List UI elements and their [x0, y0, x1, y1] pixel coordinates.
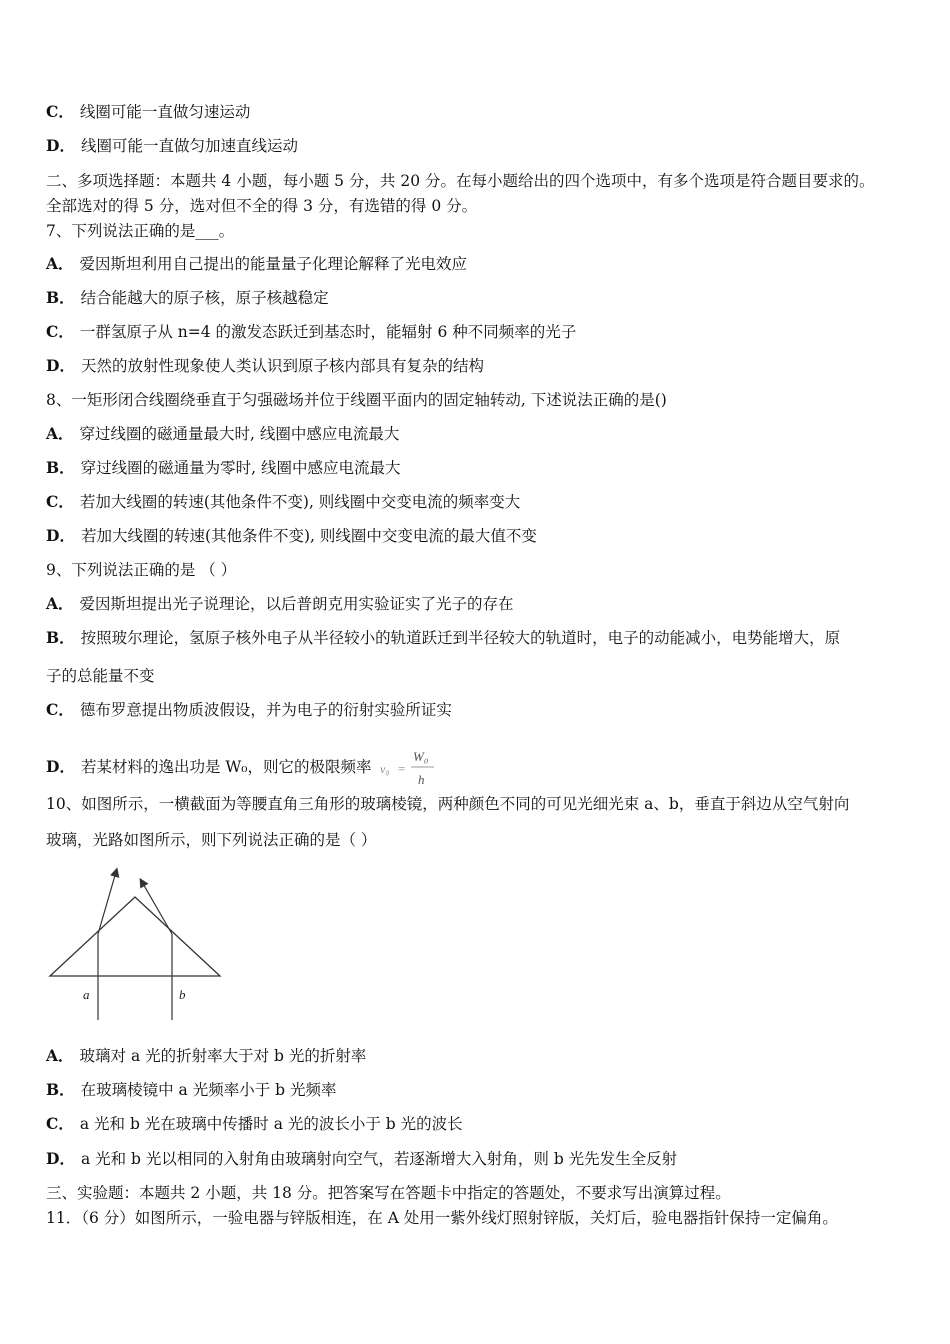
q7-stem: 7、下列说法正确的是___。 [46, 222, 235, 240]
option-text: 结合能越大的原子核，原子核越稳定 [80, 289, 329, 307]
option-text: a 光和 b 光以相同的入射角由玻璃射向空气，若逐渐增大入射角，则 b 光先发生全反射 [80, 1150, 678, 1168]
option-text: 爱因斯坦提出光子说理论，以后普朗克用实验证实了光子的存在 [79, 595, 514, 613]
formula-numerator: W₀ [413, 749, 429, 764]
q8-option-b [46, 458, 400, 478]
option-letter: A． [46, 254, 74, 273]
option-text: 若加大线圈的转速(其他条件不变), 则线圈中交变电流的最大值不变 [80, 527, 537, 545]
option-text: 在玻璃棱镜中 a 光频率小于 b 光频率 [80, 1081, 337, 1099]
q9-option-a [46, 594, 514, 614]
option-letter: A． [46, 594, 74, 613]
option-letter: A． [46, 1046, 74, 1065]
option-letter: D． [46, 1149, 75, 1168]
option-text: 若某材料的逸出功是 W₀，则它的极限频率 [80, 758, 372, 776]
option-letter: D． [46, 526, 75, 545]
option-text: 线圈可能一直做匀速运动 [79, 103, 251, 121]
q11-stem: 11．（6 分）如图所示，一验电器与锌版相连，在 A 处用一紫外线灯照射锌版，关灯后，验电器指针保持一定偏角。 [46, 1209, 838, 1227]
q6-option-d [46, 136, 298, 156]
option-letter: B． [46, 458, 75, 477]
q10-option-a [46, 1046, 366, 1066]
section-2-heading-cont: 全部选对的得 5 分，选对但不全的得 3 分，有选错的得 0 分。 [46, 197, 478, 215]
option-text: 天然的放射性现象使人类认识到原子核内部具有复杂的结构 [80, 357, 484, 375]
option-text: 按照玻尔理论，氢原子核外电子从半径较小的轨道跃迁到半径较大的轨道时，电子的动能减小，电势能增大，原 [80, 629, 841, 647]
option-letter: C． [46, 700, 74, 719]
q9-option-d [46, 746, 440, 790]
option-text: 德布罗意提出物质波假设，并为电子的衍射实验所证实 [79, 701, 452, 719]
option-letter: C． [46, 1114, 74, 1133]
section-3-heading: 三、实验题：本题共 2 小题，共 18 分。把答案写在答题卡中指定的答题处，不要求写出演算过程。 [46, 1184, 731, 1202]
q10-option-b [46, 1080, 336, 1100]
prism-diagram [46, 864, 226, 1024]
option-text: 爱因斯坦利用自己提出的能量量子化理论解释了光电效应 [79, 255, 468, 273]
threshold-frequency-formula [378, 746, 440, 790]
q7-option-a [46, 254, 467, 274]
option-letter: A． [46, 424, 74, 443]
q8-option-d [46, 526, 537, 546]
option-text: 穿过线圈的磁通量最大时, 线圈中感应电流最大 [79, 425, 400, 443]
option-letter: B． [46, 628, 75, 647]
q6-option-c [46, 102, 250, 122]
q8-option-a [46, 424, 399, 444]
section-2-heading: 二、多项选择题：本题共 4 小题，每小题 5 分，共 20 分。在每小题给出的四个选项中，有多个选项是符合题目要求的。 [46, 172, 875, 190]
option-text: a 光和 b 光在玻璃中传播时 a 光的波长小于 b 光的波长 [79, 1115, 463, 1133]
option-letter: D． [46, 356, 75, 375]
q7-option-c [46, 322, 576, 342]
option-letter: C． [46, 492, 74, 511]
q10-option-d [46, 1149, 677, 1169]
option-letter: D． [46, 136, 75, 155]
q9-option-b [46, 628, 840, 648]
q9-option-c [46, 700, 452, 720]
q8-option-c [46, 492, 520, 512]
option-letter: B． [46, 1080, 75, 1099]
option-letter: C． [46, 322, 74, 341]
q7-option-b [46, 288, 329, 308]
q8-stem: 8、一矩形闭合线圈绕垂直于匀强磁场并位于线圈平面内的固定轴转动, 下述说法正确的是() [46, 391, 667, 409]
option-letter: C． [46, 102, 74, 121]
option-text: 玻璃对 a 光的折射率大于对 b 光的折射率 [79, 1047, 367, 1065]
q9-option-b-cont: 子的总能量不变 [46, 667, 155, 685]
prism-triangle [50, 897, 220, 976]
beam-a-refracted [98, 872, 116, 934]
formula-denominator: h [418, 772, 425, 787]
q7-option-d [46, 356, 484, 376]
option-text: 线圈可能一直做匀加速直线运动 [80, 137, 298, 155]
option-letter: B． [46, 288, 75, 307]
q10-stem: 10、如图所示，一横截面为等腰直角三角形的玻璃棱镜，两种颜色不同的可见光细光束 a、b，垂直于斜边从空气射向 [46, 795, 850, 813]
formula-equals: = [398, 761, 406, 776]
option-text: 穿过线圈的磁通量为零时, 线圈中感应电流最大 [80, 459, 401, 477]
q10-stem-cont: 玻璃，光路如图所示，则下列说法正确的是（ ） [46, 831, 377, 849]
q10-option-c [46, 1114, 463, 1134]
q9-stem: 9、下列说法正确的是 （ ） [46, 561, 237, 579]
formula-lhs: v₀ [380, 762, 390, 776]
option-text: 若加大线圈的转速(其他条件不变), 则线圈中交变电流的频率变大 [79, 493, 521, 511]
option-letter: D． [46, 757, 75, 776]
option-text: 一群氢原子从 n=4 的激发态跃迁到基态时，能辐射 6 种不同频率的光子 [79, 323, 577, 341]
beam-a-label: a [83, 987, 90, 1002]
beam-b-label: b [179, 987, 186, 1002]
